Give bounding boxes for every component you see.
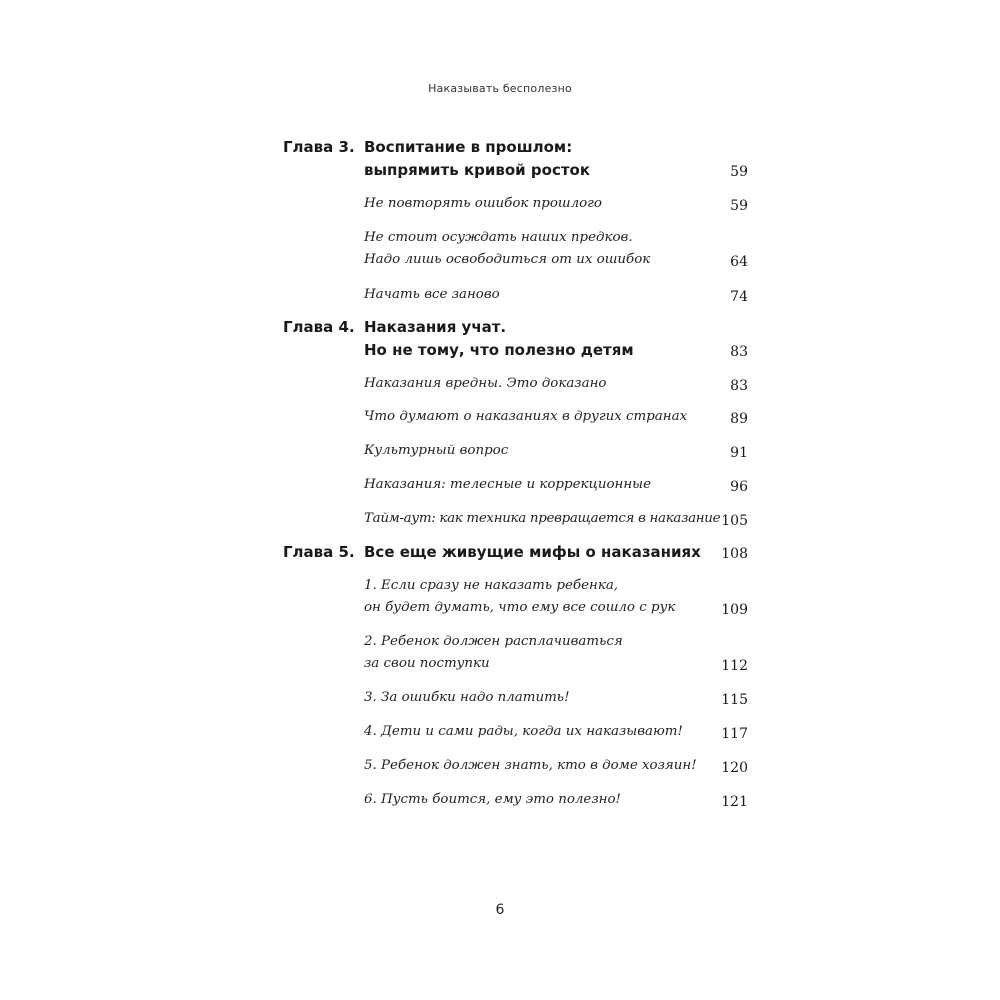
section-page-number: 112	[721, 658, 748, 674]
section-page-number: 109	[721, 602, 748, 618]
section-page-number: 74	[730, 289, 748, 305]
section-page-number: 117	[721, 726, 748, 742]
toc-section	[364, 508, 721, 530]
chapter-3-page-number: 59	[730, 164, 748, 180]
section-page-number: 64	[730, 254, 748, 270]
section-page-number: 120	[721, 760, 748, 776]
section-title: 3. За ошибки надо платить!	[364, 690, 570, 705]
toc-section	[364, 227, 714, 271]
toc-section	[364, 575, 714, 619]
toc-section	[364, 284, 714, 306]
section-title: Наказания: телесные и коррекционные	[364, 477, 651, 492]
section-page-number: 96	[730, 479, 748, 495]
toc-section	[364, 474, 714, 496]
section-title-line-2: он будет думать, что ему все сошло с рук	[364, 600, 676, 615]
toc-section	[364, 373, 714, 395]
chapter-5-title-line-1: Все еще живущие мифы о наказаниях	[364, 543, 701, 561]
section-page-number: 105	[721, 513, 748, 529]
chapter-3-label: Глава 3.	[283, 138, 355, 156]
chapter-4-title-line-2: Но не тому, что полезно детям	[364, 341, 634, 359]
chapter-4-label: Глава 4.	[283, 318, 355, 336]
section-title: Культурный вопрос	[364, 443, 509, 458]
section-page-number: 89	[730, 411, 748, 427]
section-page-number: 59	[730, 198, 748, 214]
page-number: 6	[495, 902, 505, 918]
chapter-5-page-number: 108	[721, 546, 748, 562]
section-title-line-1: 2. Ребенок должен расплачиваться	[364, 634, 623, 649]
chapter-4-page-number: 83	[730, 344, 748, 360]
section-page-number: 121	[721, 794, 748, 810]
section-title-line-2: Надо лишь освободиться от их ошибок	[364, 252, 651, 267]
toc-section	[364, 193, 714, 215]
toc-section	[364, 440, 714, 462]
section-title: Начать все заново	[364, 287, 500, 302]
section-page-number: 83	[730, 378, 748, 394]
section-title: Наказания вредны. Это доказано	[364, 376, 607, 391]
section-title: 6. Пусть боится, ему это полезно!	[364, 792, 621, 807]
running-head: Наказывать бесполезно	[428, 82, 572, 95]
section-title-line-2: за свои поступки	[364, 656, 490, 671]
chapter-5-label: Глава 5.	[283, 543, 355, 561]
section-title: 5. Ребенок должен знать, кто в доме хозяин!	[364, 758, 697, 773]
section-title: Что думают о наказаниях в других странах	[364, 409, 688, 424]
toc-section	[364, 687, 714, 709]
section-title: 4. Дети и сами рады, когда их наказывают!	[364, 724, 683, 739]
chapter-3-title-line-2: выпрямить кривой росток	[364, 161, 591, 179]
chapter-4-title-line-1: Наказания учат.	[364, 318, 507, 336]
toc-section	[364, 789, 714, 811]
chapter-3-title-line-1: Воспитание в прошлом:	[364, 138, 573, 156]
section-page-number: 91	[730, 445, 748, 461]
toc-section	[364, 755, 714, 777]
section-title-line-1: Не стоит осуждать наших предков.	[364, 230, 633, 245]
section-title-line-1: 1. Если сразу не наказать ребенка,	[364, 578, 619, 593]
section-title: Тайм-аут: как техника превращается в наказание	[364, 511, 721, 526]
section-page-number: 115	[721, 692, 748, 708]
toc-section	[364, 406, 714, 428]
toc-section	[364, 631, 714, 675]
section-title: Не повторять ошибок прошлого	[364, 196, 602, 211]
toc-section	[364, 721, 714, 743]
